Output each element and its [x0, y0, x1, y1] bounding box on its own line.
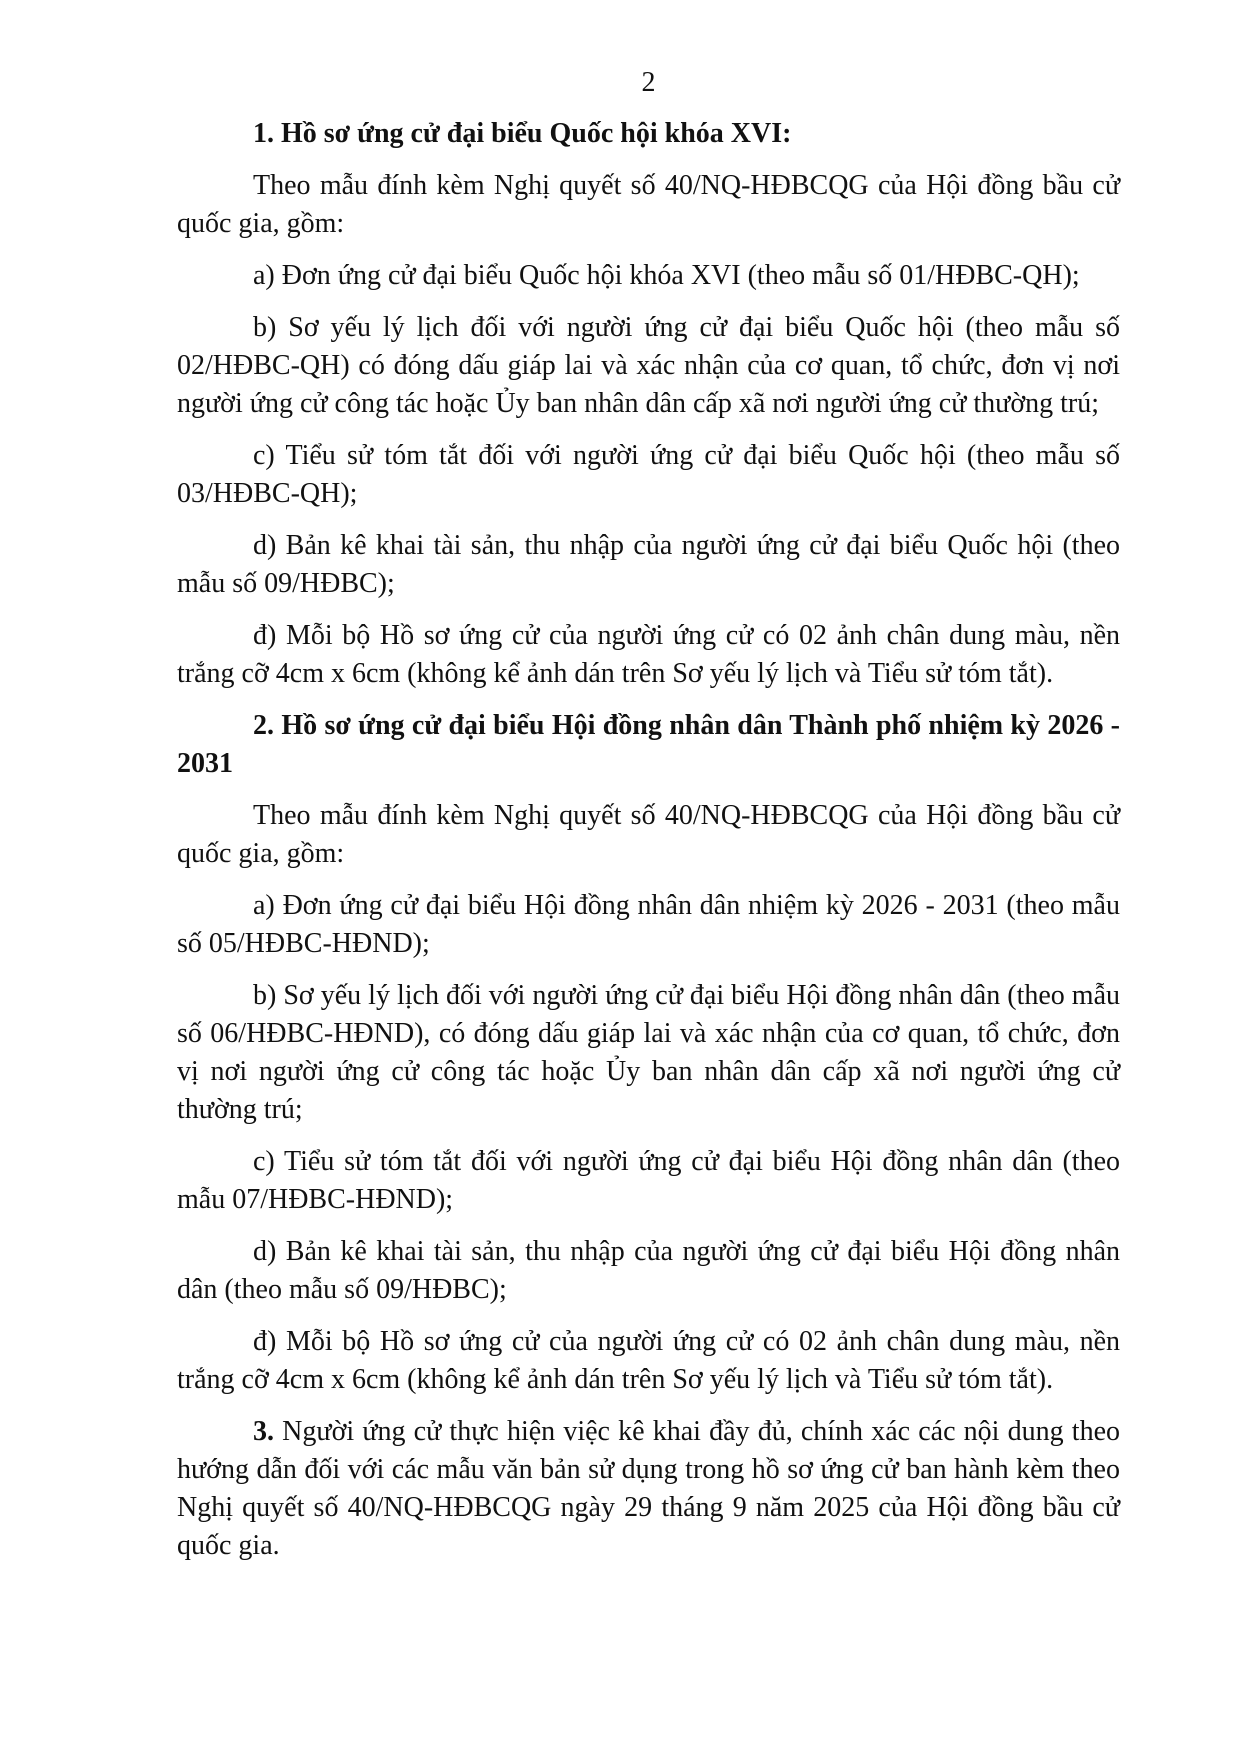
section-1-intro: Theo mẫu đính kèm Nghị quyết số 40/NQ-HĐBCQG của Hội đồng bầu cử quốc gia, gồm:: [177, 170, 1120, 239]
section-3-text: Người ứng cử thực hiện việc kê khai đầy đủ, chính xác các nội dung theo hướng dẫn đối với các mẫu văn bản sử dụng trong hồ sơ ứng cử ban hành kèm theo Nghị quyết số 40/NQ-HĐBCQG ngày 29 tháng 9 năm 2025 của Hội đồng bầu cử quốc gia.: [177, 1416, 1120, 1561]
section-3-paragraph: [177, 1413, 1120, 1565]
section-1-item-dd: đ) Mỗi bộ Hồ sơ ứng cử của người ứng cử có 02 ảnh chân dung màu, nền trắng cỡ 4cm x 6cm (không kể ảnh dán trên Sơ yếu lý lịch và Tiểu sử tóm tắt).: [177, 620, 1120, 689]
section-1-item-d: d) Bản kê khai tài sản, thu nhập của người ứng cử đại biểu Quốc hội (theo mẫu số 09/HĐBC);: [177, 530, 1120, 599]
section-3-number: 3.: [253, 1416, 274, 1447]
section-2-item-d: d) Bản kê khai tài sản, thu nhập của người ứng cử đại biểu Hội đồng nhân dân (theo mẫu số 09/HĐBC);: [177, 1236, 1120, 1305]
section-1-item-b: b) Sơ yếu lý lịch đối với người ứng cử đại biểu Quốc hội (theo mẫu số 02/HĐBC-QH) có đóng dấu giáp lai và xác nhận của cơ quan, tổ chức, đơn vị nơi người ứng cử công tác hoặc Ủy ban nhân dân cấp xã nơi người ứng cử thường trú;: [177, 312, 1120, 419]
section-1-item-c: c) Tiểu sử tóm tắt đối với người ứng cử đại biểu Quốc hội (theo mẫu số 03/HĐBC-QH);: [177, 440, 1120, 509]
section-2-heading: 2. Hồ sơ ứng cử đại biểu Hội đồng nhân dân Thành phố nhiệm kỳ 2026 - 2031: [177, 710, 1120, 779]
document-body: [177, 115, 1120, 1565]
section-2-item-c: c) Tiểu sử tóm tắt đối với người ứng cử đại biểu Hội đồng nhân dân (theo mẫu 07/HĐBC-HĐND);: [177, 1146, 1120, 1215]
section-2-item-dd: đ) Mỗi bộ Hồ sơ ứng cử của người ứng cử có 02 ảnh chân dung màu, nền trắng cỡ 4cm x 6cm (không kể ảnh dán trên Sơ yếu lý lịch và Tiểu sử tóm tắt).: [177, 1326, 1120, 1395]
section-2-item-a: a) Đơn ứng cử đại biểu Hội đồng nhân dân nhiệm kỳ 2026 - 2031 (theo mẫu số 05/HĐBC-HĐND);: [177, 890, 1120, 959]
page-number: 2: [641, 67, 656, 98]
section-1-item-a: a) Đơn ứng cử đại biểu Quốc hội khóa XVI (theo mẫu số 01/HĐBC-QH);: [253, 260, 1080, 291]
section-1-heading: 1. Hồ sơ ứng cử đại biểu Quốc hội khóa XVI:: [253, 118, 792, 149]
section-2-item-b: b) Sơ yếu lý lịch đối với người ứng cử đại biểu Hội đồng nhân dân (theo mẫu số 06/HĐBC-HĐND), có đóng dấu giáp lai và xác nhận của cơ quan, tổ chức, đơn vị nơi người ứng cử công tác hoặc Ủy ban nhân dân cấp xã nơi người ứng cử thường trú;: [177, 980, 1120, 1125]
section-2-intro: Theo mẫu đính kèm Nghị quyết số 40/NQ-HĐBCQG của Hội đồng bầu cử quốc gia, gồm:: [177, 800, 1120, 869]
